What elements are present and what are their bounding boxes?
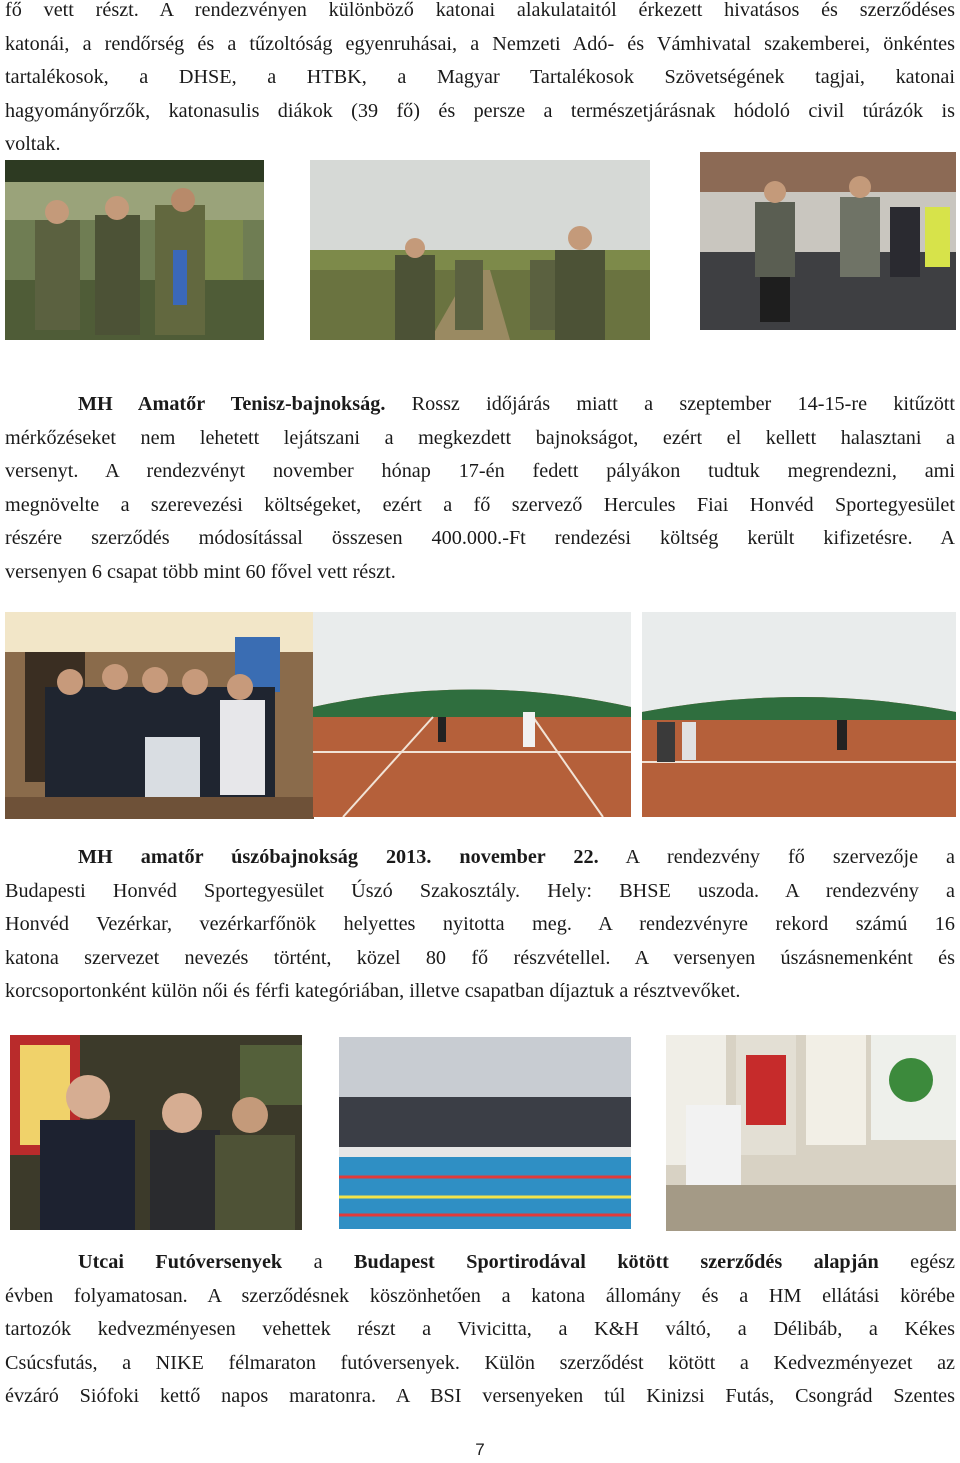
text-line: tartalékosok, a DHSE, a HTBK, a Magyar Tartalékosok Szövetségének tagjai, katonai	[5, 66, 955, 88]
tennis-paragraph	[5, 388, 955, 589]
photo-soldiers-checkpoint	[5, 160, 264, 340]
text-line: versenyen 6 csapat több mint 60 fővel vett részt.	[5, 560, 396, 583]
text-line: tartozók kedvezményesen vehettek részt a Vivicitta, a K&H váltó, a Délibáb, a Kékes	[5, 1318, 955, 1340]
tennis-intro-text: Rossz időjárás miatt a szeptember 14-15-re kitűzött	[385, 393, 956, 415]
swimming-intro-text: A rendezvény fő szervezője a	[598, 846, 955, 868]
text-line: hagyományőrzők, katonasulis diákok (39 fő) és persze a természetjárásnak hódoló civil túrázók is	[5, 99, 955, 122]
text-line: versenyt. A rendezvényt november hónap 17-én fedett pályákon tudtuk megrendezni, ami	[5, 460, 955, 482]
running-paragraph	[5, 1246, 955, 1414]
photo-trophies-banners	[666, 1035, 956, 1231]
text-line	[5, 1246, 955, 1280]
text-line: részére szerződés módosítással összesen 400.000.-Ft rendezési költség került kifizetésre. A	[5, 527, 955, 549]
photo-soldiers-march	[310, 160, 650, 340]
text-line: Honvéd Vezérkar, vezérkarfőnök helyettes nyitotta meg. A rendezvényre rekord számú 16	[5, 913, 955, 935]
text-line	[5, 841, 955, 875]
running-heading-2: Budapest Sportirodával kötött szerződés alapján	[354, 1251, 879, 1273]
text-line	[5, 388, 955, 422]
text-line: évben folyamatosan. A szerződésnek köszönhetően a katona állomány és a HM ellátási körébe	[5, 1284, 955, 1307]
text-line: fő vett részt. A rendezvényen különböző katonai alakulataitól érkezett hivatásos és szerződéses	[5, 0, 955, 21]
photo-swimming-pool	[339, 1037, 631, 1229]
text-line: megnövelte a szerevezési költségeket, ezért a fő szervező Hercules Fiai Honvéd Sportegyesület	[5, 493, 955, 516]
tennis-heading: MH Amatőr Tenisz-bajnokság.	[78, 393, 386, 415]
text-line: évzáró Siófoki kettő napos maratonra. A BSI versenyeken túl Kinizsi Futás, Csongrád Szentes	[5, 1385, 955, 1407]
running-heading-1: Utcai Futóversenyek	[78, 1251, 283, 1273]
text-line: korcsoportonként külön női és férfi kategóriában, illetve csapatban díjaztuk a résztvevőket.	[5, 980, 741, 1002]
text-line: Csúcsfutás, a NIKE félmaraton futóversenyek. Külön szerződést kötött a Kedvezményezet az	[5, 1351, 955, 1374]
photo-tennis-team	[5, 612, 314, 819]
text-line: katonái, a rendőrség és a tűzoltóság egyenruhásai, a Nemzeti Adó- és Vámhivatal szakemberei, önkéntes	[5, 32, 955, 55]
photo-tennis-court-1	[313, 612, 631, 817]
intro-paragraph	[5, 0, 955, 162]
text-line: katona szervezet nevezés történt, közel 80 fő részvétellel. A versenyen úszásnemenként és	[5, 946, 955, 969]
page-number: 7	[475, 1440, 485, 1459]
photo-tennis-court-2	[642, 612, 956, 817]
running-connector: a	[282, 1251, 354, 1273]
photo-runners-street	[700, 152, 956, 330]
text-line: voltak.	[5, 133, 61, 155]
photo-swim-officials	[10, 1035, 302, 1230]
text-line: mérkőzéseket nem lehetett lejátszani a megkezdett bajnokságot, ezért el kellett halasztani a	[5, 426, 955, 449]
text-line: Budapesti Honvéd Sportegyesület Úszó Szakosztály. Hely: BHSE uszoda. A rendezvény a	[5, 879, 955, 902]
running-intro-text: egész	[878, 1251, 955, 1273]
swimming-paragraph	[5, 841, 955, 1009]
swimming-heading: MH amatőr úszóbajnokság 2013. november 22.	[78, 846, 599, 868]
